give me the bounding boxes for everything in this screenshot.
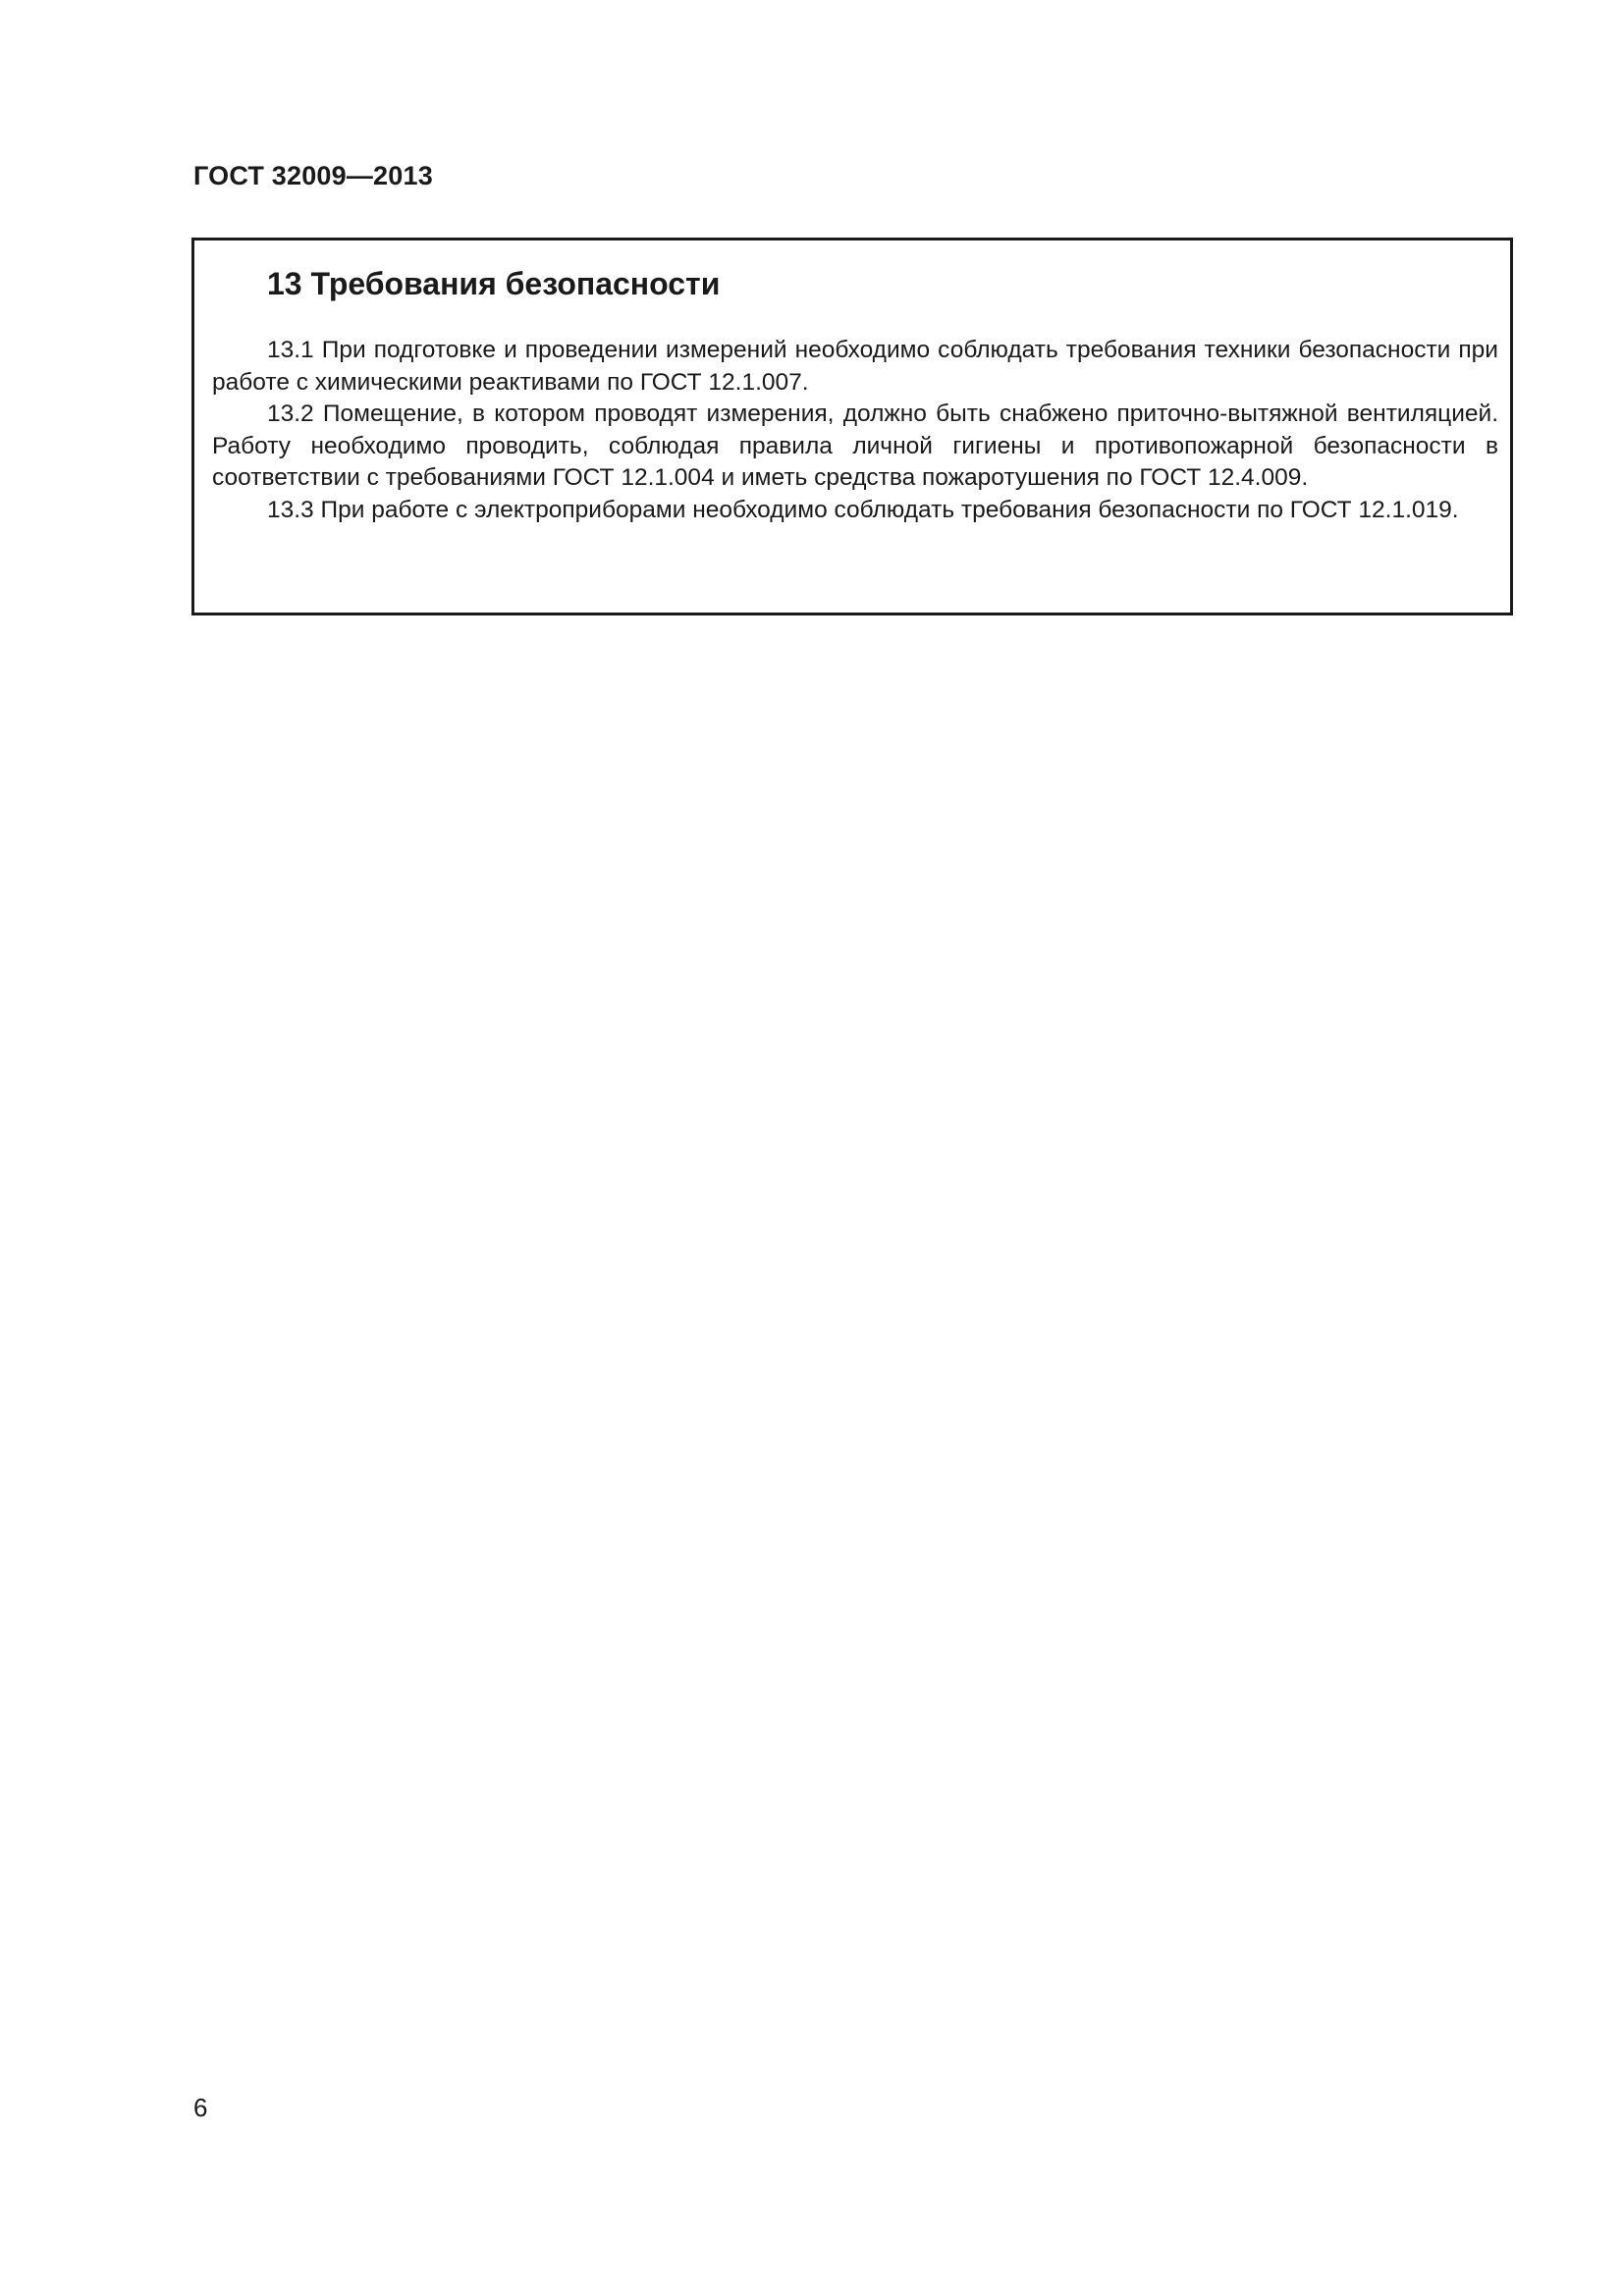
section-body (212, 335, 1498, 526)
section-title: 13 Требования безопасности (267, 266, 721, 301)
page-number: 6 (193, 2093, 208, 2122)
safety-requirements-section (191, 238, 1513, 615)
paragraph-13-1: 13.1 При подготовке и проведении измерений необходимо соблюдать требования техники безопасности при работе с химическими реактивами по ГОСТ 12.1.007. (212, 337, 1498, 396)
paragraph-13-3: 13.3 При работе с электроприборами необходимо соблюдать требования безопасности по ГОСТ 12.1.019. (267, 496, 1459, 523)
paragraph-13-2: 13.2 Помещение, в котором проводят измерения, должно быть снабжено приточно-вытяжной вентиляцией. Работу необходимо проводить, соблюдая правила личной гигиены и противопожарной безопасности в соответствии с требованиями ГОСТ 12.1.004 и иметь средства пожаротушения по ГОСТ 12.4.009. (212, 400, 1498, 491)
document-header: ГОСТ 32009—2013 (193, 161, 433, 190)
